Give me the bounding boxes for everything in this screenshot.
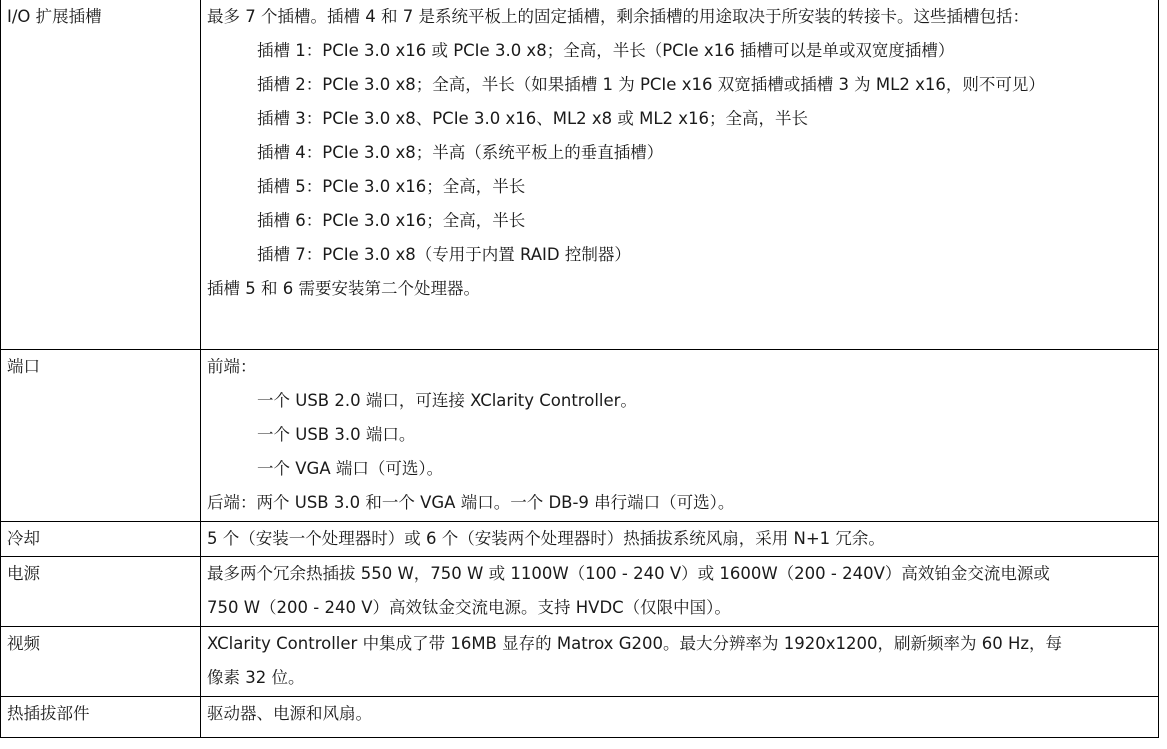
- table-row-video: [1, 627, 1159, 697]
- io-slot-item-3: 插槽 3：PCIe 3.0 x8、PCIe 3.0 x16、ML2 x8 或 ML2 x16；全高，半长: [257, 109, 809, 128]
- power-cell: [201, 557, 1159, 627]
- video-line-2: 像素 32 位。: [207, 668, 305, 687]
- ports-rear: 后端：两个 USB 3.0 和一个 VGA 端口。一个 DB-9 串行端口（可选）。: [207, 493, 735, 512]
- ports-cell: [201, 350, 1159, 522]
- io-slots-note: 插槽 5 和 6 需要安装第二个处理器。: [207, 279, 480, 298]
- io-slots-intro: 最多 7 个插槽。插槽 4 和 7 是系统平板上的固定插槽，剩余插槽的用途取决于所安装的转接卡。这些插槽包括：: [207, 7, 1029, 26]
- io-slot-item-5: 插槽 5：PCIe 3.0 x16；全高，半长: [257, 177, 526, 196]
- power-line-2: 750 W（200 - 240 V）高效钛金交流电源。支持 HVDC（仅限中国）。: [207, 598, 731, 617]
- hot-swap-text: 驱动器、电源和风扇。: [201, 697, 1159, 738]
- ports-front-item-3: 一个 VGA 端口（可选）。: [257, 459, 444, 478]
- table-row-power: [1, 557, 1159, 627]
- table-row-ports: [1, 350, 1159, 522]
- row-label-io-slots: I/O 扩展插槽: [1, 0, 201, 350]
- io-slot-item-7: 插槽 7：PCIe 3.0 x8（专用于内置 RAID 控制器）: [257, 245, 631, 264]
- cooling-text: 5 个（安装一个处理器时）或 6 个（安装两个处理器时）热插拔系统风扇，采用 N+1 冗余。: [201, 522, 1159, 557]
- table-row-io-slots: [1, 0, 1159, 350]
- video-cell: [201, 627, 1159, 697]
- table-row-hot-swap: [1, 697, 1159, 738]
- row-label-cooling: 冷却: [1, 522, 201, 557]
- io-slot-item-4: 插槽 4：PCIe 3.0 x8；半高（系统平板上的垂直插槽）: [257, 143, 664, 162]
- row-label-hot-swap: 热插拔部件: [1, 697, 201, 738]
- power-line-1: 最多两个冗余热插拔 550 W，750 W 或 1100W（100 - 240 V）或 1600W（200 - 240V）高效铂金交流电源或: [207, 564, 1050, 583]
- io-slot-item-6: 插槽 6：PCIe 3.0 x16；全高，半长: [257, 211, 526, 230]
- io-slot-item-2: 插槽 2：PCIe 3.0 x8；全高，半长（如果插槽 1 为 PCIe x16 双宽插槽或插槽 3 为 ML2 x16，则不可见）: [257, 75, 1045, 94]
- ports-front-item-1: 一个 USB 2.0 端口，可连接 XClarity Controller。: [257, 391, 637, 410]
- video-line-1: XClarity Controller 中集成了带 16MB 显存的 Matrox G200。最大分辨率为 1920x1200，刷新频率为 60 Hz，每: [207, 634, 1063, 653]
- row-label-video: 视频: [1, 627, 201, 697]
- table-row-cooling: [1, 522, 1159, 557]
- io-slots-cell: [201, 0, 1159, 350]
- row-label-ports: 端口: [1, 350, 201, 522]
- ports-front-item-2: 一个 USB 3.0 端口。: [257, 425, 416, 444]
- io-slot-item-1: 插槽 1：PCIe 3.0 x16 或 PCIe 3.0 x8；全高，半长（PCIe x16 插槽可以是单或双宽度插槽）: [257, 41, 955, 60]
- row-label-power: 电源: [1, 557, 201, 627]
- ports-front-heading: 前端：: [207, 357, 257, 376]
